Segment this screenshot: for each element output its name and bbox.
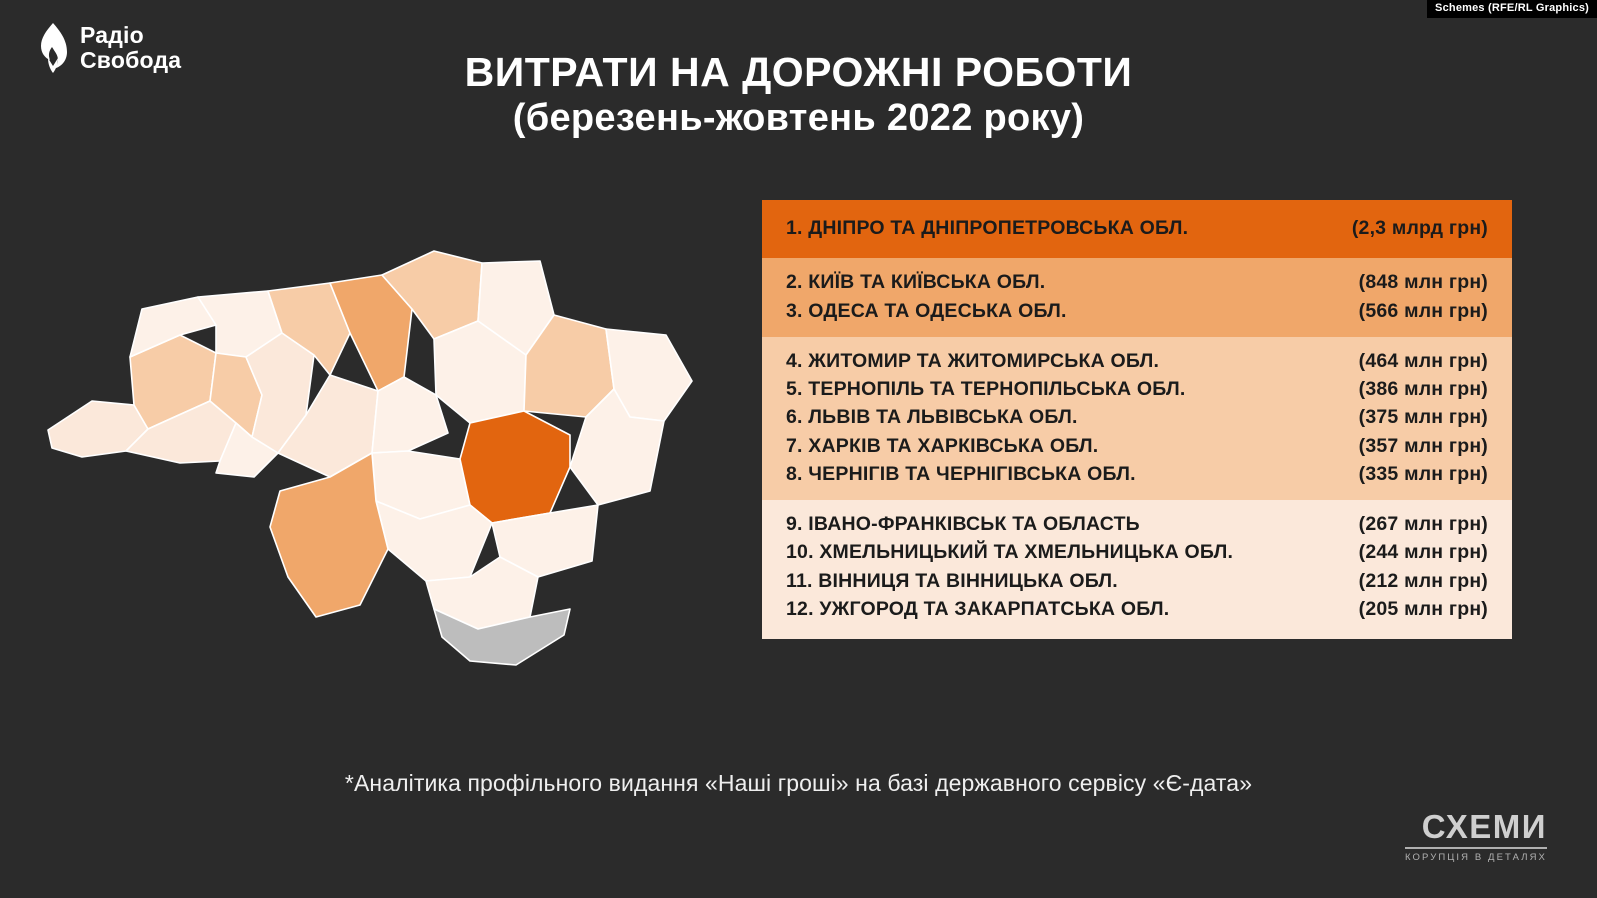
- map-region-odeska: [270, 453, 388, 617]
- ranking-row-label: 4. ЖИТОМИР ТА ЖИТОМИРСЬКА ОБЛ.: [786, 349, 1160, 372]
- ranking-row-label: 12. УЖГОРОД ТА ЗАКАРПАТСЬКА ОБЛ.: [786, 597, 1170, 620]
- ranking-row: [786, 297, 1488, 325]
- radio-svoboda-logo: [36, 22, 181, 74]
- ranking-row-value: (2,3 млрд грн): [1351, 217, 1488, 239]
- ranking-row-label: 9. ІВАНО-ФРАНКІВСЬК ТА ОБЛАСТЬ: [786, 513, 1140, 536]
- ranking-row-label: 8. ЧЕРНІГІВ ТА ЧЕРНІГІВСЬКА ОБЛ.: [786, 462, 1136, 485]
- logo-line-1: Радіо: [80, 22, 144, 49]
- schemy-logo-tagline: КОРУПЦІЯ В ДЕТАЛЯХ: [1405, 847, 1547, 863]
- schemy-logo: [1405, 810, 1547, 863]
- page-title: [0, 48, 1597, 141]
- ranking-row: [786, 268, 1488, 296]
- ranking-row-value: (386 млн грн): [1358, 378, 1488, 401]
- ranking-row-label: 10. ХМЕЛЬНИЦЬКИЙ ТА ХМЕЛЬНИЦЬКА ОБЛ.: [786, 541, 1234, 564]
- ranking-row-value: (357 млн грн): [1358, 434, 1488, 457]
- source-footnote: *Аналітика профільного видання «Наші гроші» на базі державного сервісу «Є-дата»: [344, 770, 1253, 796]
- graphics-credit-tag: Schemes (RFE/RL Graphics): [1427, 0, 1597, 18]
- ranking-row-label: 2. КИЇВ ТА КИЇВСЬКА ОБЛ.: [786, 271, 1046, 294]
- ukraine-choropleth-map: [30, 205, 730, 675]
- ranking-row: [786, 347, 1488, 375]
- ranking-row: [786, 375, 1488, 403]
- ranking-row-value: (205 млн грн): [1358, 597, 1488, 620]
- schemy-logo-title: СХЕМИ: [1421, 808, 1547, 845]
- ranking-row-label: 7. ХАРКІВ ТА ХАРКІВСЬКА ОБЛ.: [786, 434, 1099, 457]
- ranking-row-label: 11. ВІННИЦЯ ТА ВІННИЦЬКА ОБЛ.: [786, 569, 1118, 592]
- ranking-group-tier-1: [762, 200, 1512, 258]
- title-line-1: ВИТРАТИ НА ДОРОЖНІ РОБОТИ: [464, 49, 1133, 95]
- ranking-row-label: 5. ТЕРНОПІЛЬ ТА ТЕРНОПІЛЬСЬКА ОБЛ.: [786, 378, 1186, 401]
- ranking-group-tier-3: [762, 337, 1512, 500]
- rfe-rl-flame-icon: [36, 22, 70, 74]
- ranking-row: [786, 510, 1488, 538]
- map-region-dnipropetrovska: [460, 411, 570, 523]
- ranking-group-tier-2: [762, 258, 1512, 337]
- ranking-row: [786, 214, 1488, 242]
- title-line-2: (березень-жовтень 2022 року): [512, 97, 1085, 140]
- expenditure-ranking-panel: [762, 200, 1512, 639]
- ranking-row-value: (848 млн грн): [1358, 271, 1488, 294]
- ranking-row-value: (566 млн грн): [1358, 299, 1488, 322]
- ranking-row-value: (244 млн грн): [1358, 541, 1488, 564]
- ranking-row-value: (375 млн грн): [1358, 406, 1488, 429]
- ranking-row-value: (212 млн грн): [1358, 569, 1488, 592]
- ranking-group-tier-4: [762, 500, 1512, 639]
- ranking-row: [786, 538, 1488, 566]
- ranking-row-value: (335 млн грн): [1358, 462, 1488, 485]
- ranking-row-label: 1. ДНІПРО ТА ДНІПРОПЕТРОВСЬКА ОБЛ.: [786, 217, 1189, 239]
- ranking-row-label: 3. ОДЕСА ТА ОДЕСЬКА ОБЛ.: [786, 299, 1067, 322]
- ranking-row-value: (464 млн грн): [1358, 349, 1488, 372]
- logo-text: [80, 23, 181, 73]
- ranking-row: [786, 432, 1488, 460]
- ranking-row-label: 6. ЛЬВІВ ТА ЛЬВІВСЬКА ОБЛ.: [786, 406, 1078, 429]
- ranking-row: [786, 460, 1488, 488]
- ranking-row-value: (267 млн грн): [1358, 513, 1488, 536]
- logo-line-2: Свобода: [80, 47, 182, 73]
- ranking-row: [786, 567, 1488, 595]
- ranking-row: [786, 595, 1488, 623]
- ranking-row: [786, 403, 1488, 431]
